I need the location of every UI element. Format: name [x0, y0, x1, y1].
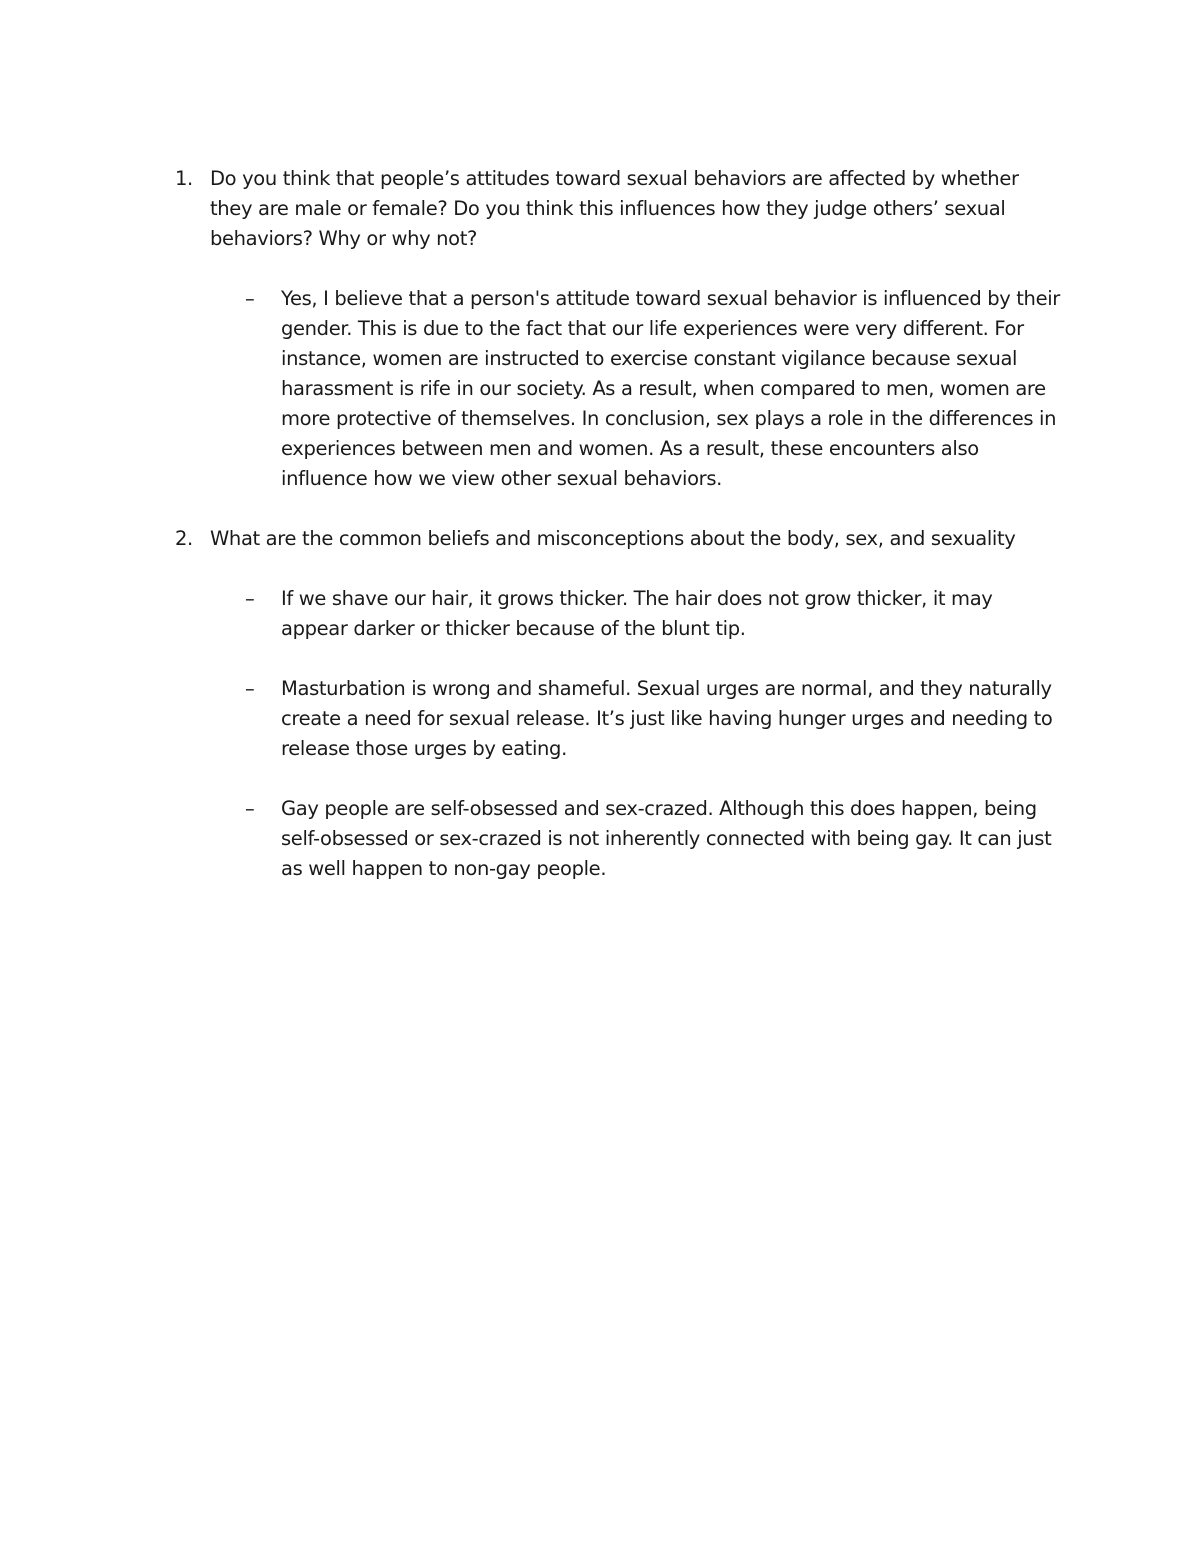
dash-bullet: – — [245, 587, 255, 610]
answer-text: Masturbation is wrong and shameful. Sexual urges are normal, and they naturally create a need for sexual release. It’s just like having hunger urges and needing to release those urges by eating. — [281, 677, 1053, 760]
question-number: 2. — [175, 527, 193, 550]
answer-text: Gay people are self-obsessed and sex-crazed. Although this does happen, being self-obsessed or sex-crazed is not inherently connected with being gay. It can just as well happen to non-gay people. — [281, 797, 1052, 880]
dash-bullet: – — [245, 287, 255, 310]
question-number: 1. — [175, 167, 193, 190]
answer-text: Yes, I believe that a person's attitude toward sexual behavior is influenced by their gender. This is due to the fact that our life experiences were very different. For instance, women are instructed to exercise constant vigilance because sexual harassment is rife in our society. As a result, when compared to men, women are more protective of themselves. In conclusion, sex plays a role in the differences in experiences between men and women. As a result, these encounters also influence how we view other sexual behaviors. — [281, 287, 1060, 490]
answer-1-1 — [245, 284, 1060, 494]
answer-text: If we shave our hair, it grows thicker. The hair does not grow thicker, it may appear darker or thicker because of the blunt tip. — [281, 587, 993, 640]
question-2 — [175, 524, 1055, 554]
question-text: Do you think that people’s attitudes toward sexual behaviors are affected by whether they are male or female? Do you think this influences how they judge others’ sexual behaviors? Why or why not? — [210, 167, 1019, 250]
answer-2-3 — [245, 794, 1060, 884]
dash-bullet: – — [245, 797, 255, 820]
question-text: What are the common beliefs and misconceptions about the body, sex, and sexuality — [210, 527, 1016, 550]
dash-bullet: – — [245, 677, 255, 700]
question-1 — [175, 164, 1055, 254]
answer-2-1 — [245, 584, 1060, 644]
answer-2-2 — [245, 674, 1060, 764]
